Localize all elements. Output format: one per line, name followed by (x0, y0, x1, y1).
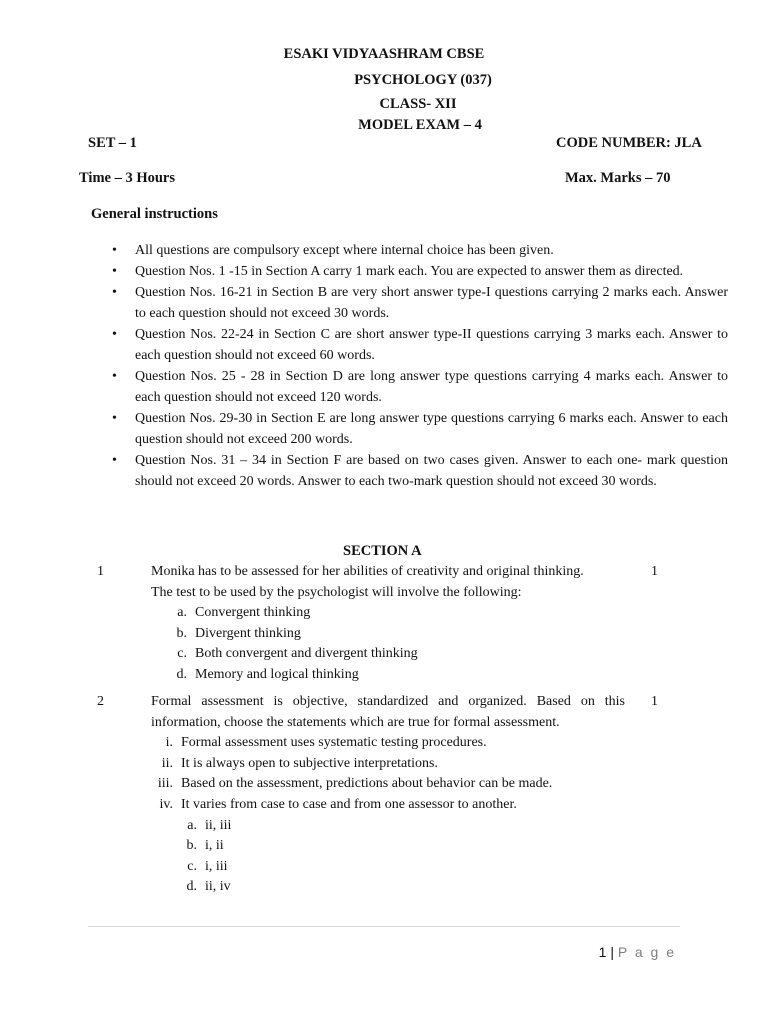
page-separator: | (610, 944, 614, 960)
subject-title: PSYCHOLOGY (037) (354, 72, 492, 88)
option-text: i, iii (205, 858, 228, 874)
section-a-title: SECTION A (343, 543, 422, 559)
statement-text: It is always open to subjective interpretations. (181, 755, 438, 771)
option-text: Memory and logical thinking (195, 666, 359, 682)
set-label: SET – 1 (88, 135, 137, 151)
statement-label: iii. (157, 776, 173, 792)
instruction-item: • Question Nos. 16-21 in Section B are very short answer type-I questions carrying 2 marks each. Answer to each question should not exceed 30 words. (108, 282, 728, 324)
option-item (187, 857, 625, 878)
question-text: Formal assessment is objective, standardized and organized. Based on this information, choose the statements which are true for formal assessment. (151, 694, 625, 730)
footer-divider (88, 926, 680, 927)
instruction-item: • Question Nos. 1 -15 in Section A carry 1 mark each. You are expected to answer them as directed. (108, 261, 728, 282)
question-2 (151, 692, 625, 898)
question-marks: 1 (651, 694, 658, 709)
option-list (186, 816, 625, 898)
option-label: c. (187, 858, 197, 874)
class-title: CLASS- XII (379, 96, 457, 112)
exam-title: MODEL EXAM – 4 (358, 117, 482, 133)
page-word: P a g e (617, 944, 676, 960)
statement-text: Based on the assessment, predictions about behavior can be made. (181, 776, 553, 792)
option-label: d. (186, 879, 197, 895)
option-text: ii, iv (205, 879, 231, 895)
statement-item (159, 795, 625, 816)
question-text: The test to be used by the psychologist will involve the following: (151, 584, 522, 600)
option-list (176, 603, 641, 685)
option-label: c. (177, 646, 187, 662)
option-text: Both convergent and divergent thinking (195, 646, 418, 662)
option-text: Divergent thinking (195, 625, 301, 641)
page-number: 1 (598, 944, 607, 960)
instruction-item: • Question Nos. 22-24 in Section C are short answer type-II questions carrying 3 marks each. Answer to each question should not exceed 60 words. (108, 324, 728, 366)
option-label: a. (187, 817, 197, 833)
option-item (176, 624, 641, 645)
option-text: ii, iii (205, 817, 232, 833)
question-text: Monika has to be assessed for her abilities of creativity and original thinking. (151, 564, 584, 579)
code-number: CODE NUMBER: JLA (556, 135, 702, 151)
instructions-title: General instructions (91, 206, 218, 222)
instruction-item: • Question Nos. 25 - 28 in Section D are long answer type questions carrying 4 marks each. Answer to each question should not exceed 120 words. (108, 366, 728, 408)
instruction-item: • Question Nos. 31 – 34 in Section F are based on two cases given. Answer to each one- mark question should not exceed 20 words. Answer to each two-mark question should not exceed 30 words. (108, 450, 728, 492)
statement-list (157, 733, 625, 815)
question-marks: 1 (651, 564, 658, 579)
statement-text: It varies from case to case and from one assessor to another. (181, 796, 517, 812)
option-label: b. (176, 625, 187, 641)
question-number: 1 (97, 564, 104, 579)
school-name: ESAKI VIDYAASHRAM CBSE (283, 46, 485, 62)
statement-label: i. (165, 735, 173, 751)
statement-text: Formal assessment uses systematic testing procedures. (181, 735, 487, 751)
statement-item (161, 754, 625, 775)
question-1 (151, 562, 641, 686)
time-label: Time – 3 Hours (79, 170, 175, 186)
instructions-list (108, 240, 728, 492)
option-item (187, 816, 625, 837)
option-label: d. (176, 666, 187, 682)
statement-item (165, 733, 625, 754)
page-footer (0, 944, 676, 960)
statement-item (157, 774, 625, 795)
option-item (186, 836, 625, 857)
statement-label: iv. (159, 796, 173, 812)
statement-label: ii. (161, 755, 173, 771)
option-item (186, 877, 625, 898)
instruction-item: • All questions are compulsory except where internal choice has been given. (108, 240, 728, 261)
instruction-item: • Question Nos. 29-30 in Section E are long answer type questions carrying 6 marks each. Answer to each question should not exceed 200 words. (108, 408, 728, 450)
option-label: b. (186, 838, 197, 854)
option-text: i, ii (205, 838, 224, 854)
question-number: 2 (97, 694, 104, 709)
max-marks: Max. Marks – 70 (565, 170, 671, 186)
option-item (177, 603, 641, 624)
option-label: a. (177, 605, 187, 621)
option-item (176, 665, 641, 686)
option-text: Convergent thinking (195, 605, 311, 621)
option-item (177, 644, 641, 665)
